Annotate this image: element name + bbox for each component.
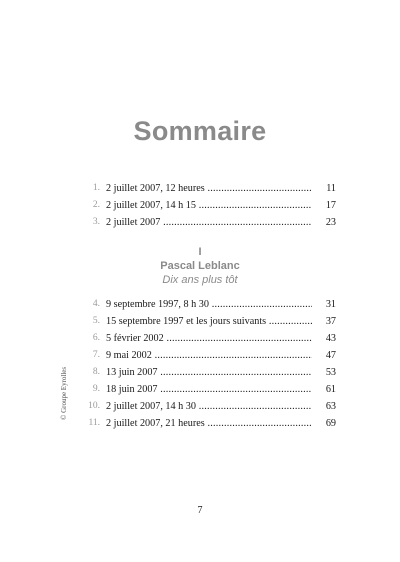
entry-label: 18 juin 2007 ..... <box>106 381 316 398</box>
page-number: 7 <box>197 505 203 516</box>
entry-label: 2 juillet 2007, 12 heures ..... <box>106 180 316 197</box>
toc-entry <box>88 180 336 197</box>
toc-group-1 <box>88 180 336 231</box>
part-name: Pascal Leblanc <box>160 260 240 272</box>
toc-entry <box>88 296 336 313</box>
entry-number: 8. <box>92 367 100 377</box>
entry-number: 7. <box>92 350 100 360</box>
entry-label: 13 juin 2007 ..... <box>106 364 316 381</box>
toc-entry <box>88 313 336 330</box>
toc-entry <box>88 214 336 231</box>
entry-number: 1. <box>92 183 100 193</box>
entry-label: 2 juillet 2007, 14 h 15 ..... <box>106 197 316 214</box>
entry-page: 17 <box>312 197 336 214</box>
entry-page: 37 <box>312 313 336 330</box>
entry-label: 15 septembre 1997 et les jours suivants ..... <box>106 313 316 330</box>
entry-label: 9 septembre 1997, 8 h 30 ..... <box>106 296 316 313</box>
copyright-notice: © Groupe Eyrolles <box>60 366 68 420</box>
entry-label: 2 juillet 2007 ..... <box>106 214 316 231</box>
entry-number: 3. <box>92 217 100 227</box>
entry-page: 43 <box>312 330 336 347</box>
entry-page: 53 <box>312 364 336 381</box>
toc-group-2 <box>88 296 336 432</box>
toc-entry <box>88 347 336 364</box>
part-subtitle: Dix ans plus tôt <box>162 274 238 286</box>
entry-page: 69 <box>312 415 336 432</box>
part-heading <box>0 245 400 287</box>
part-number: I <box>198 246 202 258</box>
entry-page: 61 <box>312 381 336 398</box>
toc-entry <box>88 415 336 432</box>
entry-page: 63 <box>312 398 336 415</box>
entry-number: 9. <box>92 384 100 394</box>
entry-number: 2. <box>92 200 100 210</box>
entry-number: 6. <box>92 333 100 343</box>
entry-page: 47 <box>312 347 336 364</box>
toc-entry <box>88 381 336 398</box>
page-title: Sommaire <box>133 116 267 146</box>
entry-page: 31 <box>312 296 336 313</box>
entry-number: 4. <box>92 299 100 309</box>
entry-label: 5 février 2002 ..... <box>106 330 316 347</box>
entry-page: 11 <box>312 180 336 197</box>
entry-label: 2 juillet 2007, 14 h 30 ..... <box>106 398 316 415</box>
entry-page: 23 <box>312 214 336 231</box>
entry-number: 11. <box>88 418 100 428</box>
entry-label: 9 mai 2002 ..... <box>106 347 316 364</box>
toc-entry <box>88 197 336 214</box>
entry-number: 10. <box>88 401 100 411</box>
toc-entry <box>88 364 336 381</box>
entry-number: 5. <box>92 316 100 326</box>
toc-entry <box>88 330 336 347</box>
entry-label: 2 juillet 2007, 21 heures ..... <box>106 415 316 432</box>
toc-entry <box>88 398 336 415</box>
